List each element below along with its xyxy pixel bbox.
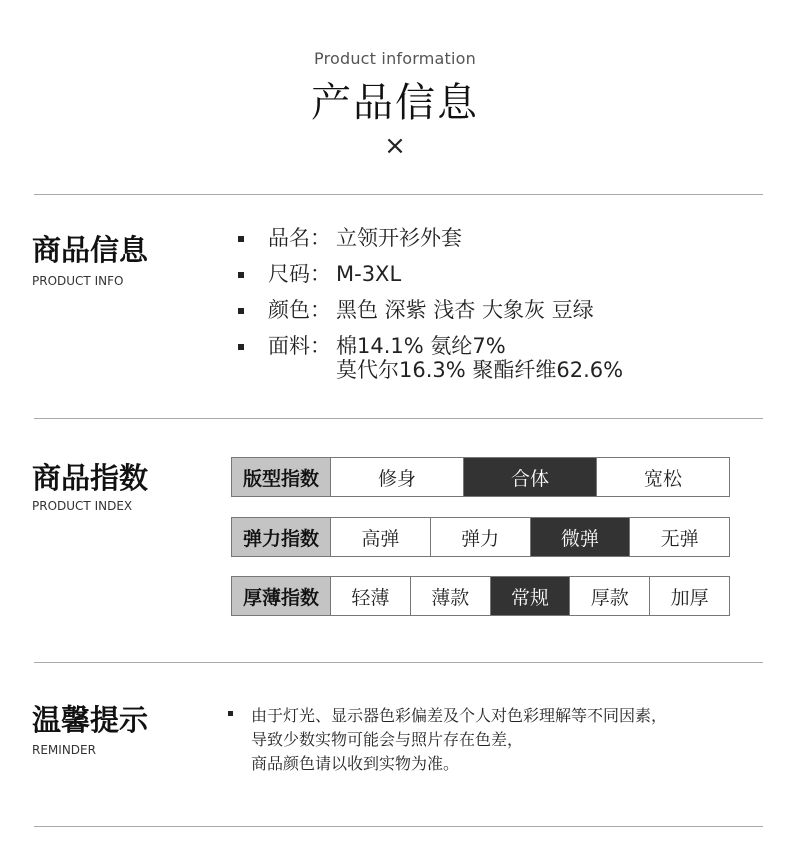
product-info-list [238, 226, 623, 394]
thickness-option-regular: 常规 [490, 577, 570, 615]
thickness-option-thin: 薄款 [410, 577, 490, 615]
fit-index-row [231, 457, 730, 497]
info-label: 尺码： [268, 262, 331, 286]
reminder-line: 商品颜色请以收到实物为准。 [251, 754, 460, 773]
page-title: 产品信息 [311, 80, 479, 126]
section-divider [34, 826, 763, 827]
info-item-name [238, 226, 623, 250]
reminder-line: 由于灯光、显示器色彩偏差及个人对色彩理解等不同因素， [251, 706, 668, 725]
stretch-option-medium: 弹力 [430, 518, 530, 556]
info-item-fabric [238, 334, 623, 382]
section-divider [34, 194, 763, 195]
product-index-subtitle: PRODUCT INDEX [32, 499, 133, 513]
reminder-subtitle: REMINDER [32, 743, 96, 757]
reminder-title: 温馨提示 [32, 703, 149, 737]
thickness-option-extra-thick: 加厚 [649, 577, 729, 615]
bullet-icon [228, 711, 233, 716]
info-item-size [238, 262, 623, 286]
fit-option-loose: 宽松 [596, 458, 729, 496]
stretch-option-none: 无弹 [629, 518, 729, 556]
info-value: 棉14.1% 氨纶7% [336, 334, 506, 358]
info-label: 面料： [268, 334, 331, 358]
info-value: 立领开衫外套 [336, 226, 462, 250]
stretch-option-slight: 微弹 [530, 518, 630, 556]
divider-cross-icon: × [384, 131, 406, 161]
bullet-icon [238, 272, 244, 278]
stretch-index-label: 弹力指数 [232, 518, 330, 556]
info-item-color [238, 298, 623, 322]
thickness-index-label: 厚薄指数 [232, 577, 330, 615]
fit-option-slim: 修身 [330, 458, 463, 496]
bullet-icon [238, 344, 244, 350]
info-label: 颜色： [268, 298, 331, 322]
product-index-title: 商品指数 [32, 461, 149, 495]
product-info-subtitle: PRODUCT INFO [32, 274, 124, 288]
stretch-index-row [231, 517, 730, 557]
reminder-text [251, 704, 667, 776]
section-divider [34, 662, 763, 663]
fit-option-regular: 合体 [463, 458, 596, 496]
info-value: 黑色 深紫 浅杏 大象灰 豆绿 [336, 298, 594, 322]
fit-index-label: 版型指数 [232, 458, 330, 496]
info-value: M-3XL [336, 262, 402, 286]
header-subtitle-en: Product information [314, 49, 476, 68]
stretch-option-high: 高弹 [330, 518, 430, 556]
reminder-line: 导致少数实物可能会与照片存在色差， [251, 730, 524, 749]
section-divider [34, 418, 763, 419]
info-value: 莫代尔16.3% 聚酯纤维62.6% [336, 358, 624, 382]
product-info-title: 商品信息 [32, 233, 149, 267]
bullet-icon [238, 308, 244, 314]
thickness-option-light: 轻薄 [330, 577, 410, 615]
info-label: 品名： [268, 226, 331, 250]
thickness-index-row [231, 576, 730, 616]
thickness-option-thick: 厚款 [569, 577, 649, 615]
bullet-icon [238, 236, 244, 242]
